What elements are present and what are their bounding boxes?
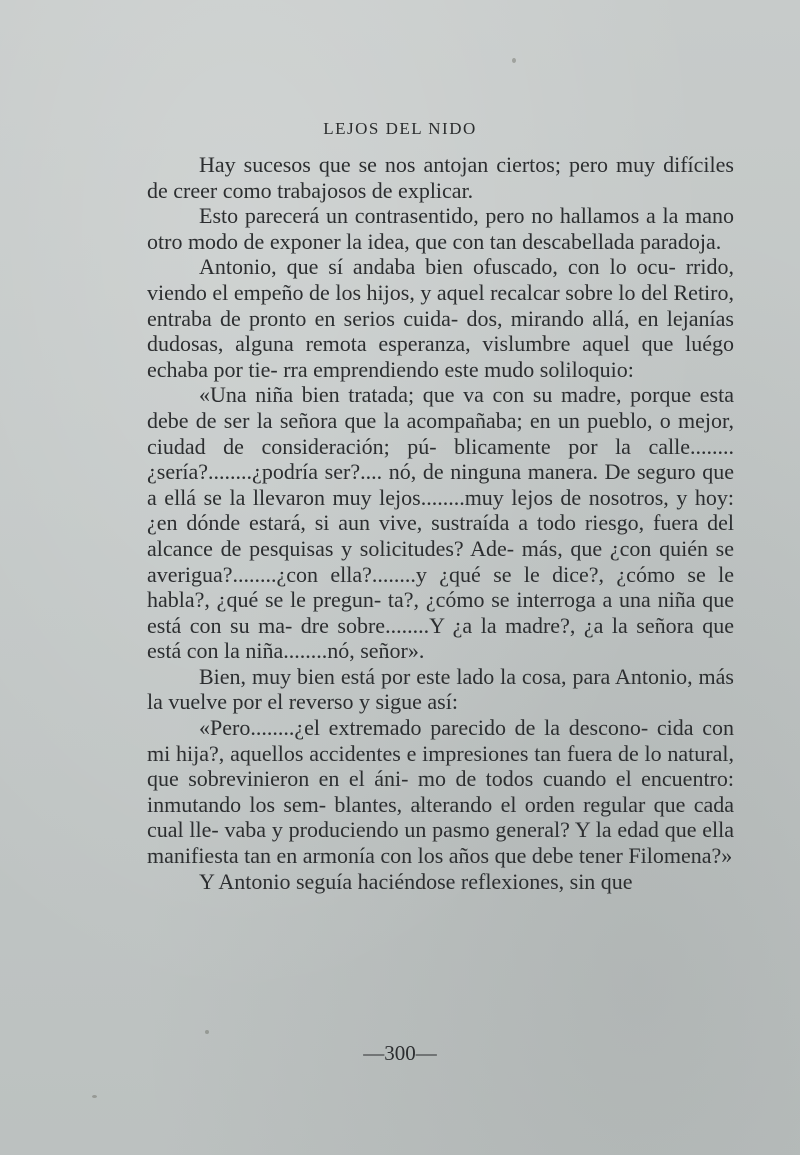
paper-speck bbox=[512, 58, 516, 63]
paragraph: «Una niña bien tratada; que va con su madre, porque esta debe de ser la señora que la acompañaba; en un pueblo, o mejor, ciudad de consideración; pú- blicamente por la calle........¿sería?........¿podría ser?.... nó, de ninguna manera. De seguro que a ellá se la llevaron muy lejos........muy lejos de nosotros, y hoy: ¿en dónde estará, si aun vive, sustraída a todo riesgo, fuera del alcance de pesquisas y solicitudes? Ade- más, que ¿con quién se averigua?........¿con ella?........y ¿qué se le dice?, ¿cómo se le habla?, ¿qué se le pregun- ta?, ¿cómo se interroga a una niña que está con su ma- dre sobre........Y ¿a la madre?, ¿a la señora que está con la niña........nó, señor». bbox=[147, 382, 734, 664]
paragraph: Antonio, que sí andaba bien ofuscado, con lo ocu- rrido, viendo el empeño de los hijos, y aquel recalcar sobre lo del Retiro, entraba de pronto en serios cuida- dos, mirando allá, en lejanías dudosas, alguna remota esperanza, vislumbre aquel que luégo echaba por tie- rra emprendiendo este mudo soliloquio: bbox=[147, 254, 734, 382]
page-number: —300— bbox=[363, 1041, 437, 1065]
paper-speck bbox=[205, 1030, 209, 1034]
paragraph: Esto parecerá un contrasentido, pero no hallamos a la mano otro modo de exponer la idea, que con tan descabellada paradoja. bbox=[147, 203, 734, 254]
body-text bbox=[147, 152, 734, 894]
paragraph: Hay sucesos que se nos antojan ciertos; pero muy difíciles de creer como trabajosos de explicar. bbox=[147, 152, 734, 203]
running-head: LEJOS DEL NIDO bbox=[323, 119, 477, 138]
paragraph: «Pero........¿el extremado parecido de la descono- cida con mi hija?, aquellos accidentes e impresiones tan fuera de lo natural, que sobrevinieron en el áni- mo de todos cuando el encuentro: inmutando los sem- blantes, alterando el orden regular que cada cual lle- vaba y produciendo un pasmo general? Y la edad que ella manifiesta tan en armonía con los años que debe tener Filomena?» bbox=[147, 715, 734, 869]
paragraph: Bien, muy bien está por este lado la cosa, para Antonio, más la vuelve por el reverso y sigue así: bbox=[147, 663, 734, 715]
paper-speck bbox=[92, 1095, 97, 1098]
paragraph: Y Antonio seguía haciéndose reflexiones, sin que bbox=[199, 868, 633, 894]
